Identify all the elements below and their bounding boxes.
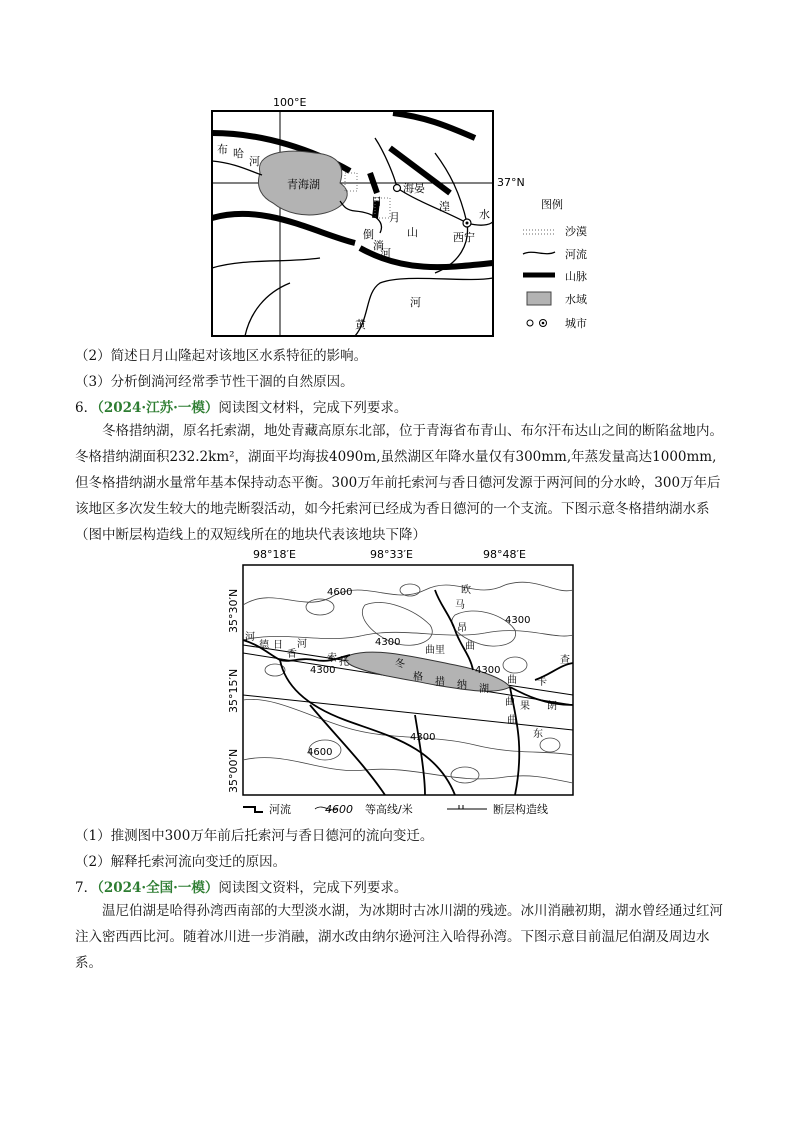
dongge-map-svg	[215, 545, 595, 820]
problem-7-prompt: 阅读图文资料，完成下列要求。	[218, 880, 408, 896]
label-ts-1: 索	[327, 653, 337, 664]
label-yue: 月	[389, 211, 400, 224]
problem-6-prompt: 阅读图文材料，完成下列要求。	[218, 400, 408, 416]
label-ri: 日	[371, 195, 382, 208]
contour-label-1: 4600	[327, 587, 353, 598]
label-xr-1: 河	[245, 632, 255, 643]
problem-6-header	[75, 398, 407, 418]
label-lake-1: 冬	[395, 659, 405, 670]
lon-label-3: 98°48′E	[483, 548, 526, 561]
legend-desert: 沙漠	[565, 225, 587, 238]
label-xr-4: 香	[287, 649, 297, 660]
map-frame	[212, 111, 493, 336]
legend2-river-symbol	[243, 807, 263, 812]
label-lang: 朗	[547, 701, 557, 712]
label-cha: 查	[560, 655, 570, 666]
label-shui: 水	[479, 208, 490, 221]
haiyan-city	[394, 185, 401, 192]
legend2-river: 河流	[269, 803, 291, 816]
label-quli: 曲里	[425, 645, 445, 656]
legend-city: 城市	[565, 317, 587, 330]
question-3: （3）分析倒淌河经常季节性干涸的自然原因。	[75, 374, 354, 390]
label-ang: 昂	[457, 623, 467, 634]
label-ts-2: 托	[339, 657, 349, 668]
lat-label-3: 35°00′N	[227, 748, 240, 793]
legend-city-symbol	[527, 320, 533, 326]
contour-label-6: 4300	[410, 732, 436, 743]
contour-label-2: 4300	[505, 615, 531, 626]
legend2-contour-value: 4600	[325, 803, 353, 816]
qinghai-map	[205, 93, 625, 343]
label-lake-5: 湖	[479, 684, 489, 695]
label-ka: 卡	[537, 677, 547, 688]
label-dong: 东	[533, 729, 543, 740]
label-lake-4: 纳	[457, 680, 467, 691]
label-bu: 布	[217, 143, 228, 156]
label-he2: 河	[380, 247, 391, 260]
label-qu-d: 曲	[507, 715, 517, 726]
desert-area	[345, 173, 357, 191]
problem-6-number: 6．	[75, 400, 98, 416]
label-tang: 淌	[373, 239, 384, 252]
label-qu-a: 曲	[507, 675, 517, 686]
contour-label-3: 4300	[375, 637, 401, 648]
dongge-map	[215, 545, 595, 820]
problem-7-paragraph: 温尼伯湖是哈得孙湾西南部的大型淡水湖，为冰期时古冰川湖的残迹。冰川消融初期，湖水曾经通过红河注入密西西比河。随着冰川进一步消融，湖水改由纳尔逊河注入哈得孙湾。下图示意目前温尼伯湖及周边水系。	[75, 903, 723, 971]
problem-6-q1: （1）推测图中300万年前后托索河与香日德河的流向变迁。	[75, 828, 434, 844]
problem-6-paragraph: 冬格措纳湖，原名托索湖，地处青藏高原东北部，位于青海省布青山、布尔汗布达山之间的断陷盆地内。冬格措纳湖面积232.2km²，湖面平均海拔4090m,虽然湖区年降水量仅有300mm,年蒸发量高达1000mm,但冬格措纳湖水量常年基本保持动态平衡。300万年前托索河与香日德河发源于两河间的分水岭，300万年后该地区多次发生较大的地壳断裂活动，如今托索河已经成为香日德河的一个支流。下图示意冬格措纳湖水系（图中断层构造线上的双短线所在的地块代表该地块下降）	[75, 423, 723, 543]
contour-label-7: 4600	[307, 747, 333, 758]
label-qu-c: 曲	[505, 697, 515, 708]
legend-title: 图例	[541, 198, 563, 211]
label-xr-2: 德	[259, 640, 269, 651]
label-ma: 马	[455, 600, 465, 611]
label-xr-5: 河	[297, 639, 307, 650]
lake-label: 青海湖	[287, 178, 320, 191]
mountain-ne	[393, 113, 475, 138]
yellow-river	[355, 278, 493, 336]
problem-6-q2: （2）解释托索河流向变迁的原因。	[75, 854, 287, 870]
label-haiyan: 海晏	[403, 182, 425, 195]
contour-lines	[243, 582, 573, 783]
legend2-contour: 等高线/米	[365, 803, 413, 816]
label-dao: 倒	[363, 228, 374, 241]
lon-label-2: 98°33′E	[370, 548, 413, 561]
legend-river-symbol	[523, 252, 555, 254]
label-ha: 哈	[233, 147, 244, 160]
label-xr-3: 日	[273, 640, 283, 651]
label-he: 河	[249, 155, 260, 168]
lat-label: 37°N	[497, 176, 525, 189]
legend2-fault: 断层构造线	[493, 803, 548, 816]
label-qu-b: 曲	[465, 641, 475, 652]
river-sw	[245, 283, 290, 336]
problem-7-number: 7．	[75, 880, 98, 896]
label-xining: 西宁	[453, 231, 475, 244]
qinghai-map-svg	[205, 93, 625, 343]
problem-6-source: （2024·江苏·一模）	[97, 400, 219, 416]
contour-label-4: 4300	[310, 665, 336, 676]
label-guo: 果	[520, 701, 530, 712]
xining-city-dot	[466, 222, 469, 225]
problem-7-source: （2024·全国·一模）	[97, 880, 219, 896]
label-lake-3: 措	[435, 677, 445, 688]
label-yellow-he: 河	[410, 296, 421, 309]
problem-7-header	[75, 878, 407, 898]
lon-label-1: 98°18′E	[253, 548, 296, 561]
legend-mountain: 山脉	[565, 270, 587, 283]
river-west	[212, 258, 320, 268]
label-ou: 欧	[461, 585, 471, 596]
legend-water-symbol	[527, 292, 551, 305]
label-huang: 湟	[439, 200, 450, 213]
question-2: （2）简述日月山隆起对该地区水系特征的影响。	[75, 348, 368, 364]
lat-label-1: 35°30′N	[227, 588, 240, 633]
contour-label-5: 4300	[475, 665, 501, 676]
legend-water: 水域	[565, 293, 587, 306]
label-shan: 山	[407, 226, 418, 239]
label-lake-2: 格	[413, 672, 423, 683]
tributary-1	[375, 138, 397, 188]
legend-river: 河流	[565, 248, 587, 261]
lon-label: 100°E	[273, 96, 307, 109]
lat-label-2: 35°15′N	[227, 668, 240, 713]
mountain-south	[212, 214, 355, 243]
label-yellow-huang: 黄	[355, 318, 366, 331]
